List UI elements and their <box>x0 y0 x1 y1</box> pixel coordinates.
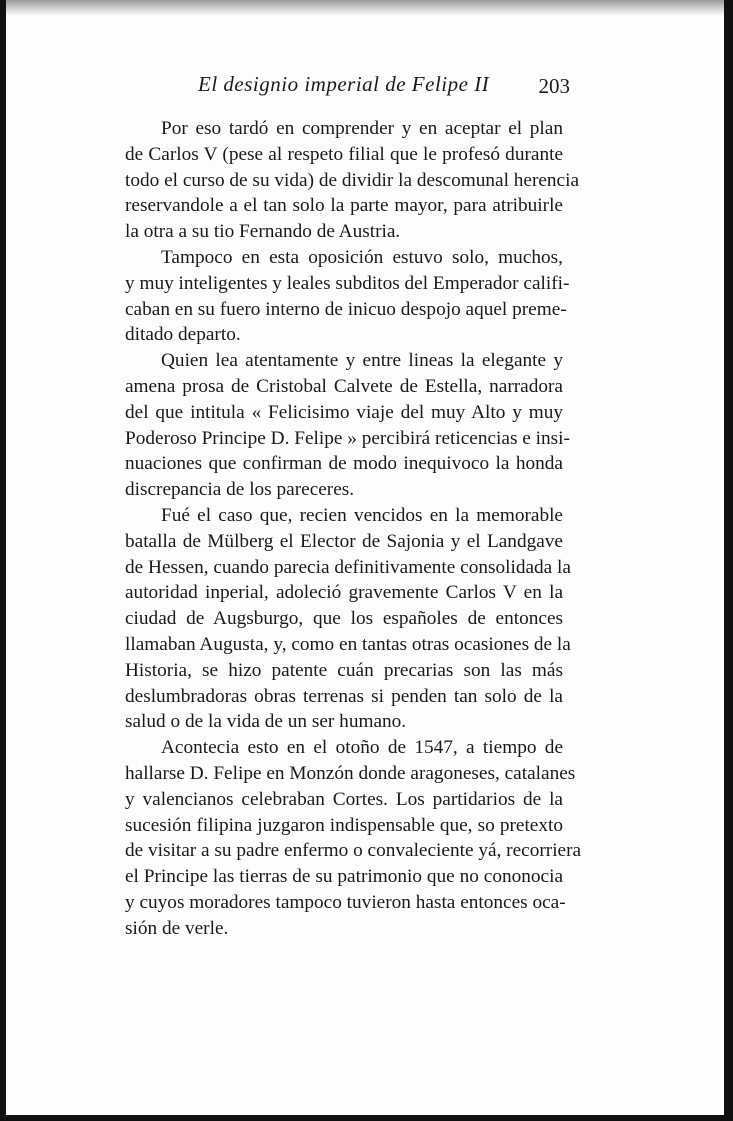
text-line: llamaban Augusta, y, como en tantas otras ocasiones de la <box>125 633 571 655</box>
text-line: amena prosa de Cristobal Calvete de Estella, narradora <box>125 375 563 397</box>
text-line: de Hessen, cuando parecia definitivamente consolidada la <box>125 556 571 578</box>
text-line: nuaciones que confirman de modo inequivoco la honda <box>125 453 563 475</box>
text-line: Historia, se hizo patente cuán precarias son las más <box>125 659 563 681</box>
running-title: El designio imperial de Felipe II <box>198 72 490 96</box>
paragraph <box>89 503 571 735</box>
text-line: Acontecia esto en el otoño de 1547, a tiempo de <box>161 737 563 759</box>
text-line: y valencianos celebraban Cortes. Los partidarios de la <box>125 788 563 810</box>
text-line: Tampoco en esta oposición estuvo solo, muchos, <box>161 246 563 268</box>
page-number: 203 <box>538 74 570 98</box>
text-line: batalla de Mülberg el Elector de Sajonia y el Landgave <box>125 530 563 552</box>
text-line: deslumbradoras obras terrenas si penden tan solo de la <box>125 685 563 707</box>
text-line: el Principe las tierras de su patrimonio que no cononocia <box>125 866 563 888</box>
text-line: hallarse D. Felipe en Monzón donde aragoneses, catalanes <box>125 762 576 784</box>
scan-bottom-edge <box>0 1115 733 1121</box>
text-line: sión de verle. <box>125 917 229 939</box>
text-line: sucesión filipina juzgaron indispensable que, so pretexto <box>125 814 563 836</box>
text-line: Por eso tardó en comprender y en aceptar el plan <box>161 118 563 139</box>
scan-left-edge <box>0 0 6 1121</box>
text-line: discrepancia de los pareceres. <box>125 479 355 501</box>
body-text <box>89 116 582 942</box>
paragraph <box>89 245 570 348</box>
paragraph <box>89 735 582 941</box>
text-line: caban en su fuero interno de inicuo despojo aquel preme- <box>125 298 567 320</box>
text-line: todo el curso de su vida) de dividir la descomunal herencia <box>125 169 580 191</box>
text-line: Quien lea atentamente y entre lineas la elegante y <box>161 350 563 372</box>
text-line: la otra a su tio Fernando de Austria. <box>125 221 401 243</box>
text-line: y muy inteligentes y leales subditos del Emperador califi- <box>125 272 570 294</box>
page-header <box>88 68 568 104</box>
text-line: Fué el caso que, recien vencidos en la memorable <box>161 504 563 526</box>
text-line: salud o de la vida de un ser humano. <box>125 711 407 733</box>
scan-top-edge <box>0 0 733 16</box>
text-line: del que intitula « Felicisimo viaje del muy Alto y muy <box>125 401 563 423</box>
text-line: ciudad de Augsburgo, que los españoles de entonces <box>125 608 563 630</box>
text-line: reservandole a el tan solo la parte mayor, para atribuirle <box>125 195 563 217</box>
text-line: Poderoso Principe D. Felipe » percibirá reticencias e insi- <box>125 427 570 449</box>
paragraph <box>89 116 580 245</box>
text-line: ditado departo. <box>125 324 241 346</box>
scan-right-edge <box>724 0 733 1121</box>
text-line: de visitar a su padre enfermo o convaleciente yá, recorriera <box>125 840 582 862</box>
text-line: de Carlos V (pese al respeto filial que le profesó durante <box>125 143 563 165</box>
paragraph <box>89 348 570 503</box>
text-line: y cuyos moradores tampoco tuvieron hasta entonces oca- <box>125 891 566 913</box>
text-line: autoridad inperial, adoleció gravemente Carlos V en la <box>125 582 563 604</box>
